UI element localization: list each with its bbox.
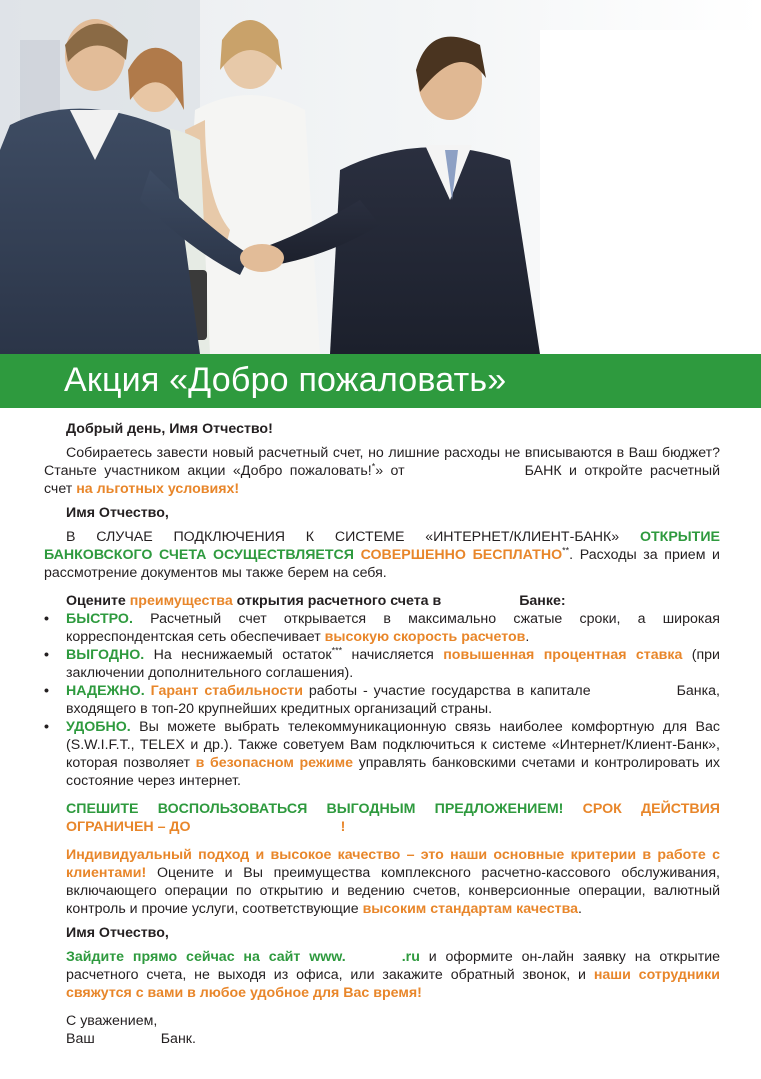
closing-line: С уважением, xyxy=(66,1013,158,1029)
letter-body xyxy=(44,420,720,1048)
addressee-name-2: Имя Отчество, xyxy=(66,925,169,941)
promo-banner xyxy=(0,354,761,408)
intro-paragraph: Собираетесь завести новый расчетный счет, но лишние расходы не вписываются в Ваш бюджет? Станьте участником акции «Добро пожаловать!*» от БАНК и откройте расчетный счет на льготных условиях! xyxy=(44,445,720,497)
hero-photo xyxy=(0,0,761,354)
list-item: • ВЫГОДНО. На неснижаемый остаток*** начисляется повышенная процентная ставка (при заключении дополнительного соглашения). xyxy=(44,645,720,681)
list-item: • УДОБНО. Вы можете выбрать телекоммуникационную связь наиболее комфортную для Вас (S.W.I.F.T., TELEX и др.). Также советуем Вам подключиться к системе «Интернет/Клиент-Банк», которая позволяет в безопасном режиме управлять банковскими счетами и контролировать их состояние через интернет. xyxy=(44,719,720,789)
free-opening-paragraph: В СЛУЧАЕ ПОДКЛЮЧЕНИЯ К СИСТЕМЕ «ИНТЕРНЕТ/КЛИЕНТ-БАНК» ОТКРЫТИЕ БАНКОВСКОГО СЧЕТА ОСУЩЕСТВЛЯЕТСЯ СОВЕРШЕННО БЕСПЛАТНО**. Расходы за прием и рассмотрение документов мы также берем на себя. xyxy=(44,529,720,581)
approach-paragraph: Индивидуальный подход и высокое качество – это наши основные критерии в работе с клиентами! Оцените и Вы преимущества комплексного расчетно-кассового обслуживания, включающего операции по открытию и ведению счетов, конверсионные операции, валютный контроль и прочие услуги, соответствующие высоким стандартам качества. xyxy=(66,847,720,917)
list-item: • НАДЕЖНО. Гарант стабильности работы - участие государства в капитале Банка, входящего в топ-20 крупнейших кредитных организаций страны. xyxy=(44,683,720,717)
visit-site-paragraph: Зайдите прямо сейчас на сайт www. .ru и оформите он-лайн заявку на открытие расчетного счета, не выходя из офиса, или закажите обратный звонок, и наши сотрудники свяжутся с вами в любое удобное для Вас время! xyxy=(66,949,721,1001)
addressee-name: Имя Отчество, xyxy=(66,505,169,521)
advantages-list xyxy=(44,610,720,790)
hurry-callout: СПЕШИТЕ ВОСПОЛЬЗОВАТЬСЯ ВЫГОДНЫМ ПРЕДЛОЖЕНИЕМ! СРОК ДЕЙСТВИЯ ОГРАНИЧЕН – ДО ! xyxy=(66,801,720,835)
business-handshake-illustration xyxy=(0,0,761,354)
highlight-preferential-terms: на льготных условиях! xyxy=(76,481,240,497)
promo-title: Акция «Добро пожаловать» xyxy=(64,361,507,399)
signature-line: Ваш Банк. xyxy=(66,1031,196,1047)
greeting: Добрый день, Имя Отчество! xyxy=(66,421,273,437)
advantages-heading: Оцените преимущества открытия расчетного счета в Банке: xyxy=(66,593,566,609)
list-item: • БЫСТРО. Расчетный счет открывается в максимально сжатые сроки, а широкая корреспондентская сеть обеспечивает высокую скорость расчетов. xyxy=(44,611,720,645)
